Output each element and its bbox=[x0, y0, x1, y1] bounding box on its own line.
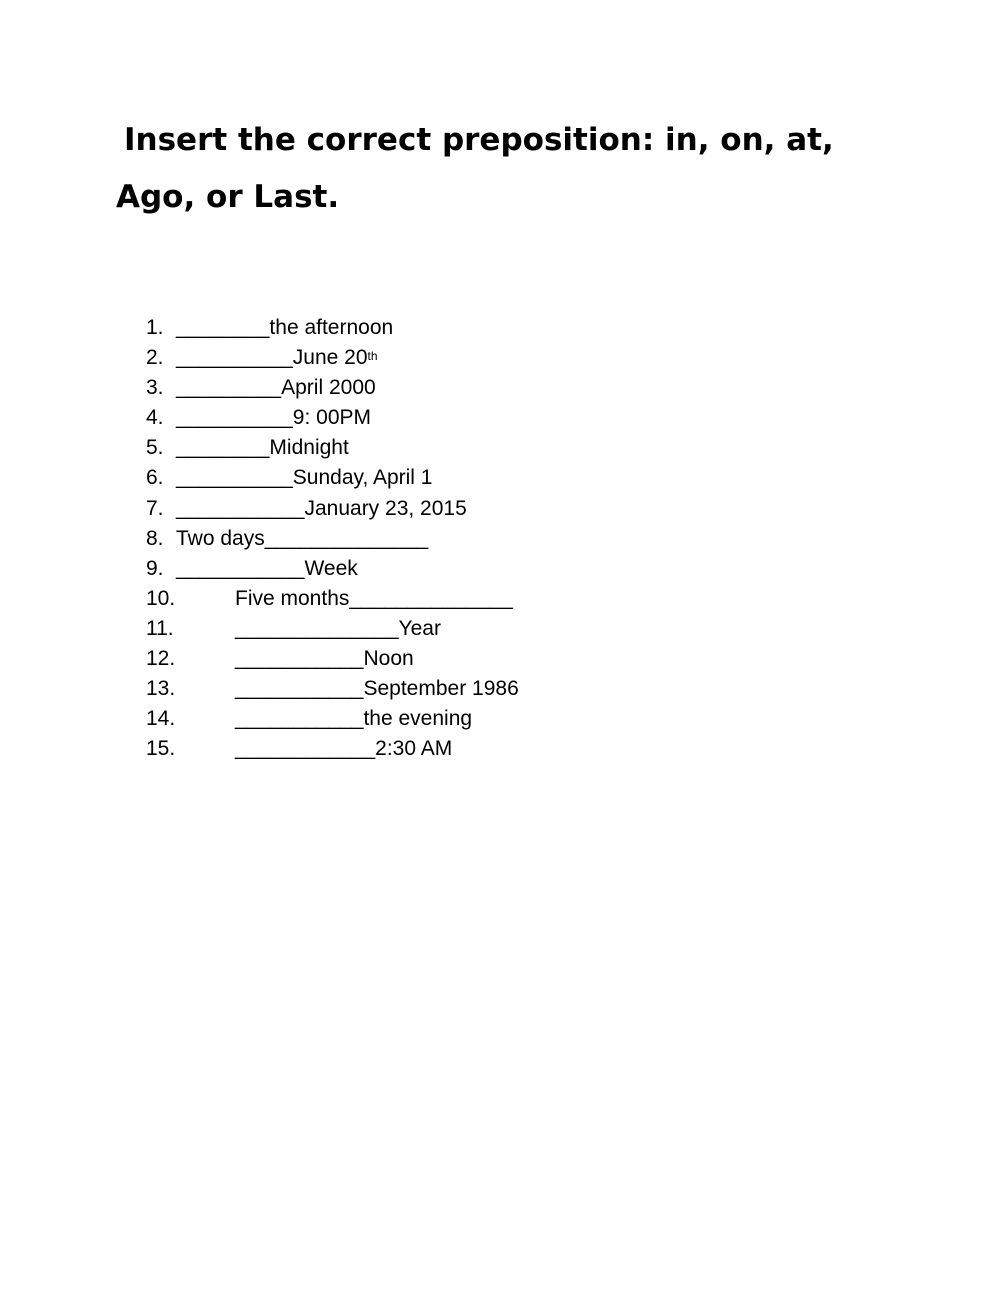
exercise-item-14 bbox=[146, 704, 846, 734]
item-text: __________June 20 bbox=[176, 346, 368, 370]
exercise-item-5 bbox=[146, 433, 846, 463]
item-number: 5. bbox=[146, 436, 164, 460]
exercise-item-4 bbox=[146, 403, 846, 433]
item-number: 9. bbox=[146, 556, 164, 580]
item-number: 8. bbox=[146, 526, 164, 550]
item-text: __________9: 00PM bbox=[176, 406, 371, 430]
item-number: 15. bbox=[146, 737, 176, 761]
item-number: 3. bbox=[146, 376, 164, 400]
item-text: ___________Noon bbox=[235, 647, 414, 671]
item-number: 12. bbox=[146, 647, 176, 671]
exercise-item-15 bbox=[146, 734, 846, 764]
item-text: ______________Year bbox=[235, 616, 441, 640]
item-number: 13. bbox=[146, 677, 176, 701]
ordinal-suffix: th bbox=[367, 349, 378, 364]
item-number: 4. bbox=[146, 406, 164, 430]
exercise-list bbox=[146, 313, 846, 764]
item-text: ____________2:30 AM bbox=[235, 737, 453, 761]
item-number: 10. bbox=[146, 586, 176, 610]
worksheet-title: Insert the correct preposition: in, on, at, Ago, or Last. bbox=[116, 122, 834, 215]
exercise-item-11 bbox=[146, 614, 846, 644]
item-text: ________Midnight bbox=[176, 436, 349, 460]
item-number: 7. bbox=[146, 496, 164, 520]
item-number: 6. bbox=[146, 466, 164, 490]
item-text: ___________January 23, 2015 bbox=[176, 496, 467, 520]
exercise-item-6 bbox=[146, 463, 846, 493]
exercise-item-10 bbox=[146, 584, 846, 614]
item-text: _________April 2000 bbox=[176, 376, 376, 400]
item-text: ___________the evening bbox=[235, 707, 473, 731]
exercise-item-9 bbox=[146, 554, 846, 584]
item-text: ________the afternoon bbox=[176, 316, 394, 339]
exercise-item-12 bbox=[146, 644, 846, 674]
item-number: 11. bbox=[146, 616, 174, 640]
item-text: Five months______________ bbox=[235, 586, 513, 610]
exercise-item-13 bbox=[146, 674, 846, 704]
exercise-item-8 bbox=[146, 524, 846, 554]
exercise-item-2 bbox=[146, 343, 846, 373]
exercise-item-7 bbox=[146, 494, 846, 524]
item-text: ___________Week bbox=[176, 556, 358, 580]
item-number: 14. bbox=[146, 707, 176, 731]
exercise-item-1 bbox=[146, 313, 846, 343]
item-text-wrapper bbox=[176, 343, 378, 373]
item-text: Two days______________ bbox=[176, 526, 429, 550]
item-text: ___________September 1986 bbox=[235, 677, 519, 701]
item-number: 2. bbox=[146, 346, 164, 370]
item-number: 1. bbox=[146, 316, 164, 339]
item-text: __________Sunday, April 1 bbox=[176, 466, 433, 490]
exercise-item-3 bbox=[146, 373, 846, 403]
